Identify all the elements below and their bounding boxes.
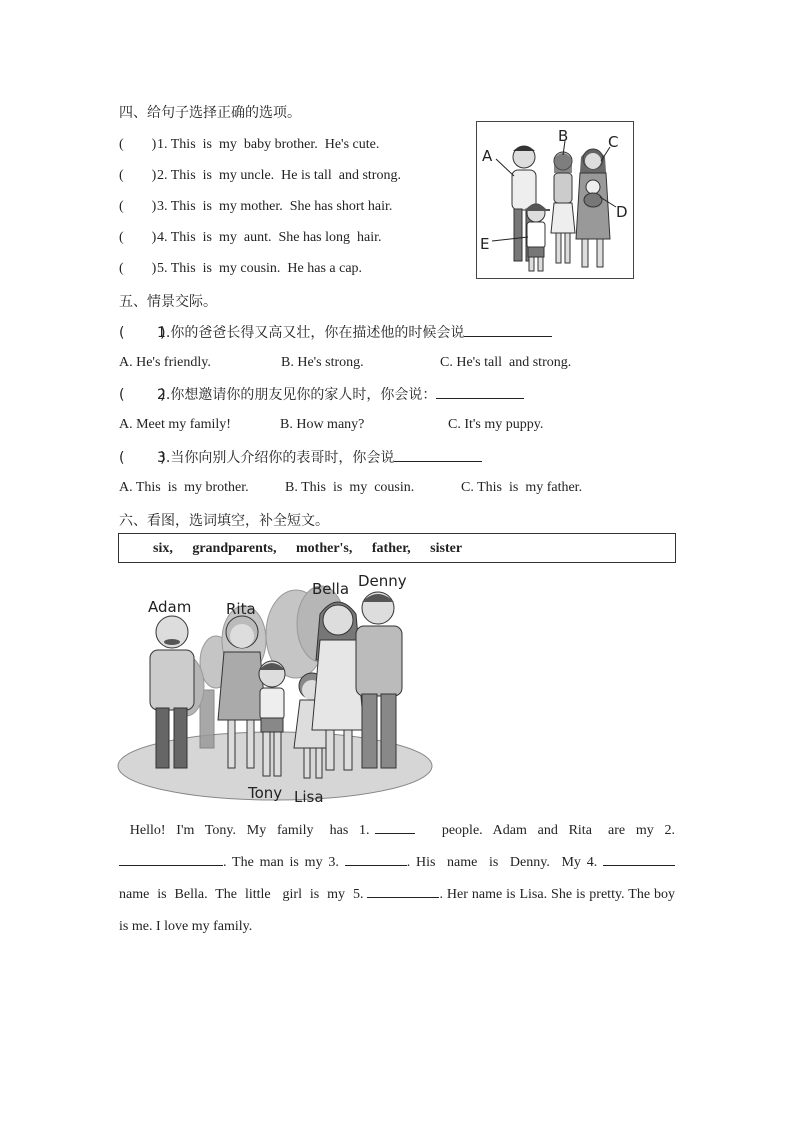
question-text: 4. This is my aunt. She has long hair. (157, 230, 382, 245)
answer-paren[interactable]: ( ) (119, 261, 157, 276)
name-label-denny: Denny (358, 572, 407, 590)
section-5-heading: 五、情景交际。 (119, 294, 217, 310)
word-option[interactable]: mother's, (296, 541, 353, 556)
name-label-tony: Tony (248, 784, 283, 802)
question-text: 2.你想邀请你的朋友见你的家人时，你会说： (157, 387, 437, 403)
name-label-bella: Bella (312, 580, 350, 598)
s5-q3-option-a[interactable]: A. This is my brother. (119, 480, 249, 495)
word-option[interactable]: father, (371, 541, 411, 556)
section-6-heading: 六、看图，选词填空，补全短文。 (119, 513, 329, 529)
s5-q3-option-b[interactable]: B. This is my cousin. (285, 480, 415, 495)
family-illustration (116, 570, 438, 808)
answer-paren[interactable]: ( ) (119, 199, 157, 214)
label-c: C (608, 133, 619, 151)
s5-q3-option-c[interactable]: C. This is my father. (461, 480, 583, 495)
question-text: 5. This is my cousin. He has a cap. (157, 261, 363, 276)
word-bank-box (118, 533, 676, 563)
cloze-passage (119, 815, 675, 943)
word-option[interactable]: six, (153, 541, 173, 556)
question-text: 1.你的爸爸长得又高又壮，你在描述他的时候会说 (157, 325, 465, 341)
s5-question-3 (119, 447, 482, 467)
s5-q1-option-a[interactable]: A. He's friendly. (119, 355, 211, 370)
answer-paren[interactable]: ( ) (119, 168, 157, 183)
question-text: 3.当你向别人介绍你的表哥时，你会说 (157, 450, 395, 466)
s5-q2-option-b[interactable]: B. How many? (280, 417, 365, 432)
s4-question-2 (119, 168, 401, 184)
answer-blank[interactable] (436, 384, 524, 399)
passage-text: . The man is my 3. (223, 855, 339, 870)
s4-question-5 (119, 261, 362, 277)
word-option[interactable]: sister (430, 541, 463, 556)
passage-text: . Her name is Lisa. She is pretty. The boy is me. I love my family. (119, 887, 675, 934)
label-e: E (480, 235, 490, 253)
s5-q2-option-c[interactable]: C. It's my puppy. (448, 417, 544, 432)
blank-2[interactable] (119, 851, 223, 866)
answer-blank[interactable] (394, 447, 482, 462)
passage-text: . His name is Denny. My 4. (406, 855, 598, 870)
answer-paren[interactable]: ( ) (119, 387, 166, 403)
label-d: D (616, 203, 628, 221)
answer-paren[interactable]: ( ) (119, 137, 157, 152)
passage-text: Hello! I'm Tony. My family has 1. (129, 823, 370, 838)
blank-1[interactable] (375, 819, 415, 834)
s5-question-1 (119, 322, 552, 342)
blank-5[interactable] (367, 883, 439, 898)
label-a: A (482, 147, 493, 165)
label-b: B (558, 127, 569, 145)
answer-paren[interactable]: ( ) (119, 325, 166, 341)
question-text: 1. This is my baby brother. He's cute. (157, 137, 380, 152)
question-text: 3. This is my mother. She has short hair. (157, 199, 393, 214)
section-4-heading: 四、给句子选择正确的选项。 (119, 105, 301, 121)
name-label-rita: Rita (226, 600, 256, 618)
answer-blank[interactable] (464, 322, 552, 337)
s4-question-4 (119, 230, 382, 246)
passage-text: people. Adam and Rita are my 2. (441, 823, 676, 838)
name-label-adam: Adam (148, 598, 192, 616)
s5-q2-option-a[interactable]: A. Meet my family! (119, 417, 231, 432)
blank-3[interactable] (345, 851, 407, 866)
answer-paren[interactable]: ( ) (119, 230, 157, 245)
s5-question-2 (119, 384, 524, 404)
passage-text: name is Bella. The little girl is my 5. (119, 887, 364, 902)
family-labeled-figure (476, 121, 634, 279)
question-text: 2. This is my uncle. He is tall and strong. (157, 168, 401, 183)
s5-q1-option-b[interactable]: B. He's strong. (281, 355, 364, 370)
word-option[interactable]: grandparents, (192, 541, 277, 556)
answer-paren[interactable]: ( ) (119, 450, 166, 466)
s4-question-1 (119, 137, 379, 153)
name-label-lisa: Lisa (294, 788, 324, 806)
s4-question-3 (119, 199, 392, 215)
s5-q1-option-c[interactable]: C. He's tall and strong. (440, 355, 572, 370)
blank-4[interactable] (603, 851, 675, 866)
